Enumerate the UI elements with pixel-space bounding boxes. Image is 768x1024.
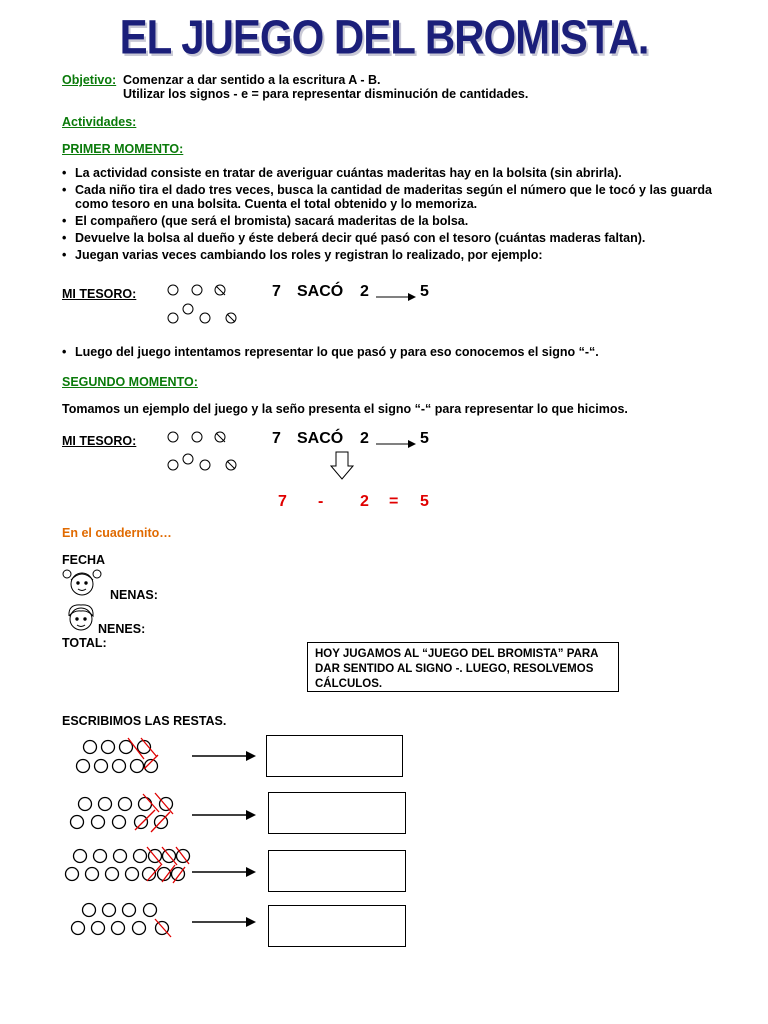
equation-a: 7	[278, 493, 287, 510]
answer-box-2[interactable]	[268, 792, 406, 834]
wood-pieces-icon	[160, 427, 250, 477]
list-item: • Devuelve la bolsa al dueño y éste deberá decir qué pasó con el tesoro (cuántas maderas faltan).	[62, 231, 742, 245]
exercise-circles-2	[65, 792, 190, 834]
arrow-down-icon	[330, 452, 354, 480]
objective-label-text: Objetivo:	[62, 73, 117, 87]
equation-c: 5	[420, 493, 429, 510]
treasure-total: 7	[272, 283, 281, 300]
list-item: • La actividad consiste en tratar de averiguar cuántas maderitas hay en la bolsita (sin abrirla).	[62, 166, 742, 180]
treasure-took-label: SACÓ	[297, 430, 344, 447]
second-moment-text: Tomamos un ejemplo del juego y la seño presenta el signo “-“ para representar lo que hicimos.	[62, 402, 628, 416]
treasure-result: 5	[420, 430, 429, 447]
page-title: EL JUEGO DEL BROMISTA.	[119, 10, 649, 65]
exercise-circles-1	[70, 735, 190, 777]
objective-line-2: Utilizar los signos - e = para representar disminución de cantidades.	[123, 87, 529, 101]
notebook-heading: En el cuadernito…	[62, 526, 172, 540]
summary-box: HOY JUGAMOS AL “JUEGO DEL BROMISTA” PARA DAR SENTIDO AL SIGNO -. LUEGO, RESOLVEMOS CÁLCULOS.	[307, 642, 619, 692]
equation-equals: =	[389, 493, 399, 510]
treasure-total: 7	[272, 430, 281, 447]
answer-box-1[interactable]	[266, 735, 403, 777]
treasure-label: MI TESORO:	[62, 287, 137, 301]
treasure-label: MI TESORO:	[62, 434, 137, 448]
nenes-label: NENES:	[98, 622, 146, 636]
equation-b: 2	[360, 493, 369, 510]
after-game-bullet	[62, 345, 742, 362]
boy-face-icon	[62, 600, 102, 634]
first-moment-bullets	[62, 166, 742, 265]
first-moment-heading: PRIMER MOMENTO:	[62, 142, 184, 156]
equation-minus: -	[318, 493, 324, 510]
treasure-took: 2	[360, 430, 369, 447]
restas-label: ESCRIBIMOS LAS RESTAS.	[62, 714, 227, 728]
activities-label: Actividades:	[62, 115, 137, 129]
arrow-right-icon	[192, 808, 258, 822]
second-moment-heading: SEGUNDO MOMENTO:	[62, 375, 198, 389]
arrow-right-icon	[192, 865, 258, 879]
list-item: • El compañero (que será el bromista) sacará maderitas de la bolsa.	[62, 214, 742, 228]
list-item: • Juegan varias veces cambiando los roles y registran lo realizado, por ejemplo:	[62, 248, 742, 262]
treasure-took-label: SACÓ	[297, 283, 344, 300]
list-item: • Cada niño tira el dado tres veces, busca la cantidad de maderitas según el número que le tocó y las guarda como tesoro en una bolsita. Cuenta el total obtenido y lo memoriza.	[62, 183, 742, 211]
girl-face-icon	[62, 566, 102, 600]
arrow-right-icon	[376, 288, 416, 302]
objective-line-1: Comenzar a dar sentido a la escritura A - B.	[123, 73, 381, 87]
exercise-circles-4	[65, 900, 175, 942]
answer-box-3[interactable]	[268, 850, 406, 892]
total-label: TOTAL:	[62, 636, 107, 650]
wood-pieces-icon	[160, 280, 250, 330]
arrow-right-icon	[192, 749, 258, 763]
treasure-result: 5	[420, 283, 429, 300]
exercise-circles-3	[63, 845, 193, 887]
arrow-right-icon	[192, 915, 258, 929]
fecha-label: FECHA	[62, 553, 106, 567]
nenas-label: NENAS:	[110, 588, 158, 602]
arrow-right-icon	[376, 435, 416, 449]
list-item: • Luego del juego intentamos representar lo que pasó y para eso conocemos el signo “-“.	[62, 345, 742, 359]
objective-label	[62, 73, 116, 88]
answer-box-4[interactable]	[268, 905, 406, 947]
treasure-took: 2	[360, 283, 369, 300]
